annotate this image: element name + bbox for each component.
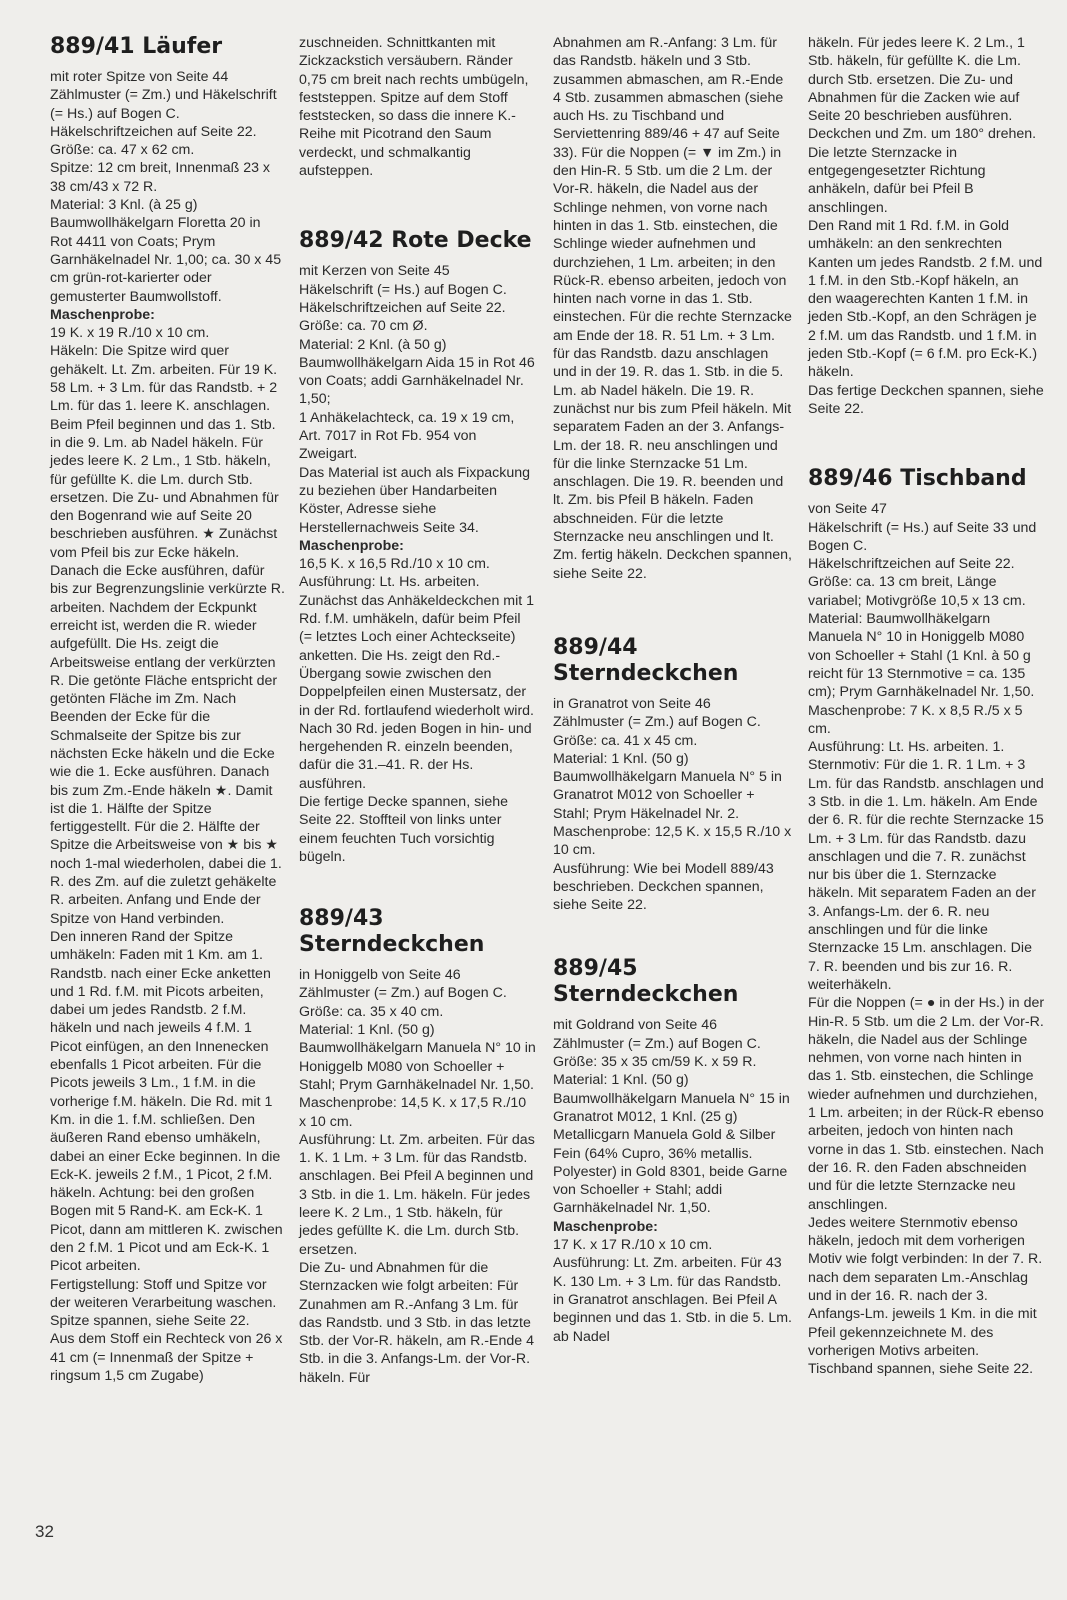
section-title-889-43: 889/43 Sterndeckchen xyxy=(299,906,485,958)
size-info: Größe: ca. 47 x 62 cm. xyxy=(50,142,195,159)
pattern-info: Zählmuster (= Zm.) auf Bogen C. xyxy=(553,1035,761,1052)
size-info: Größe: ca. 70 cm Ø. xyxy=(299,318,428,335)
instructions: Ausführung: Lt. Zm. arbeiten. Für 43 K. 130 Lm. + 3 Lm. für das Randstb. in Granatrot anschlagen. Bei Pfeil A beginnen und das 1. Stb. in die 5. Lm. ab Nadel xyxy=(553,1255,792,1345)
continued-text: häkeln. Für jedes leere K. 2 Lm., 1 Stb. häkeln, für gefüllte K. die Lm. durch Stb. ersetzen. Die Zu- und Abnahmen für die Zacken wie auf Seite 20 beschrieben ausführen. Deckchen und Zm. um 180° drehen. Die letzte Sternzacke in entgegengesetzter Richtung anhäkeln, dafür bei Pfeil B anschlingen. xyxy=(808,35,1037,216)
gauge-label: Maschenprobe: xyxy=(50,306,155,323)
material-info: Material: Baumwollhäkelgarn Manuela N° 10 in Honiggelb M080 von Schoeller + Stahl (1 Knl. à 50 g reicht für 13 Sternmotive = ca. 135 cm); Prym Garnhäkelnadel Nr. 1,50. xyxy=(808,611,1035,701)
section-title-889-46: 889/46 Tischband xyxy=(808,466,1027,492)
border-instructions: Den Rand mit 1 Rd. f.M. in Gold umhäkeln: an den senkrechten Kanten um jedes Randstb. 2 f.M. und 1 f.M. in den Stb.-Kopf häkeln, an den waagerechten Kanten 1 f.M. in jeden Stb.-Kopf, an den Schrägen je 2 f.M. um das Randstb. und 1 f.M. in jeden Stb.-Kopf (= 6 f.M. pro Eck-K.) häkeln. xyxy=(808,217,1043,381)
pattern-info: Häkelschrift (= Hs.) auf Seite 33 und Bogen C. xyxy=(808,519,1037,554)
section-title-889-45: 889/45 Sterndeckchen xyxy=(553,956,739,1008)
pattern-info: Zählmuster (= Zm.) auf Bogen C. xyxy=(299,985,507,1002)
gauge-label: Maschenprobe: xyxy=(553,1218,658,1235)
section-title-889-41: 889/41 Läufer xyxy=(50,34,223,59)
gauge-value: 19 K. x 19 R./10 x 10 cm. xyxy=(50,325,210,342)
gauge-label: Maschenprobe: xyxy=(299,537,404,554)
instructions: Den inneren Rand der Spitze umhäkeln: Faden mit 1 Km. am 1. Randstb. nach einer Ecke anketten und 1 Rd. f.M. mit Picots arbeiten, dabei um jedes Randstb. 2 f.M. häkeln und nach jeweils 4 f.M. 1 Picot einfügen, an den Innenecken ebenfalls 1 Picot arbeiten. Für die Picots jeweils 3 Lm., 1 f.M. in die vorherige f.M. häkeln. Die Rd. mit 1 Km. in die 1. f.M. schließen. Den äußeren Rand ebenso umhäkeln, dabei an einer Ecke beginnen. In die Eck-K. jeweils 2 f.M., 1 Picot, 2 f.M. häkeln. Achtung: bei den großen Bogen mit 5 Rand-K. am Eck-K. 1 Picot, dann am mittleren K. zwischen den 2 f.M. 1 Picot und am Eck-K. 1 Picot arbeiten. xyxy=(50,928,283,1275)
pattern-info: Häkelschriftzeichen auf Seite 22. xyxy=(299,299,506,316)
gauge-value: 16,5 K. x 16,5 Rd./10 x 10 cm. xyxy=(299,556,490,573)
column-4 xyxy=(808,34,1046,1378)
section-title-889-42: 889/42 Rote Decke xyxy=(299,228,532,254)
instructions: Ausführung: Lt. Hs. arbeiten. 1. Sternmotiv: Für die 1. R. 1 Lm. + 3 Lm. für das Randstb. anschlagen und 3 Stb. in die 1. Lm. häkeln. Am Ende der 6. R. für die rechte Sternzacke 15 Lm. + 3 Lm. für das Randstb. dazu anschlagen und die 7. R. zunächst nur bis über die 1. Sternzacke häkeln. Mit separatem Faden an der 3. Anfangs-Lm. der 6. R. neu anschlingen und für die linke Sternzacke 15 Lm. anschlagen. Die 7. R. beenden und bis zur 16. R. weiterhäkeln. xyxy=(808,739,1044,993)
material-info: Material: 1 Knl. (50 g) Baumwollhäkelgarn Manuela N° 10 in Honiggelb M080 von Schoeller + Stahl; Prym Garnhäkelnadel Nr. 1,50. xyxy=(299,1022,536,1093)
instructions: Aus dem Stoff ein Rechteck von 26 x 41 cm (= Innenmaß der Spitze + ringsum 1,5 cm Zugabe) xyxy=(50,1331,283,1385)
material-info: Material: 2 Knl. (à 50 g) Baumwollhäkelgarn Aida 15 in Rot 46 von Coats; addi Garnhäkelnadel Nr. 1,50; xyxy=(299,336,535,408)
subtitle: in Granatrot von Seite 46 xyxy=(553,695,711,712)
column-1 xyxy=(50,34,286,1385)
finishing: Fertigstellung: Stoff und Spitze vor der weiteren Verarbeitung waschen. Spitze spannen, siehe Seite 22. xyxy=(50,1276,277,1330)
pattern-info: Häkelschriftzeichen auf Seite 22. xyxy=(808,556,1015,573)
column-2 xyxy=(299,34,537,1387)
pattern-info: Häkelschriftzeichen auf Seite 22. xyxy=(50,123,257,140)
finishing: Das fertige Deckchen spannen, siehe Seite 22. xyxy=(808,382,1044,417)
subtitle: mit roter Spitze von Seite 44 xyxy=(50,69,229,85)
instructions: Jedes weitere Sternmotiv ebenso häkeln, jedoch mit dem vorherigen Motiv wie folgt verbinden: In der 7. R. nach dem separaten Lm.-Anschlag und in der 16. R. nach der 3. Anfangs-Lm. jeweils 1 Km. in die mit Pfeil gekennzeichnete M. des vorherigen Motivs arbeiten. Tischband spannen, siehe Seite 22. xyxy=(808,1214,1043,1378)
size-info: Größe: ca. 13 cm breit, Länge variabel; Motivgröße 10,5 x 13 cm. xyxy=(808,574,1026,609)
section-title-889-44: 889/44 Sterndeckchen xyxy=(553,634,739,686)
subtitle: mit Kerzen von Seite 45 xyxy=(299,263,450,280)
material-info: Material: 1 Knl. (50 g) Baumwollhäkelgarn Manuela N° 5 in Granatrot M012 von Schoeller + Stahl; Prym Häkelnadel Nr. 2. xyxy=(553,750,782,822)
subtitle: in Honiggelb von Seite 46 xyxy=(299,967,461,984)
subtitle: von Seite 47 xyxy=(808,501,887,518)
continued-text: zuschneiden. Schnittkanten mit Zickzackstich versäubern. Ränder 0,75 cm breit nach rechts umbügeln, feststeppen. Spitze auf dem Stoff feststecken, so dass die innere K.-Reihe mit Picotrand den Saum verdeckt, und schmalkantig aufsteppen. xyxy=(299,35,529,180)
subtitle: mit Goldrand von Seite 46 xyxy=(553,1017,718,1034)
material-info: Material: 1 Knl. (50 g) Baumwollhäkelgarn Manuela N° 15 in Granatrot M012, 1 Knl. (25 g) Metallicgarn Manuela Gold & Silber Fein (64% Cupro, 36% metallis. Polyester) in Gold 8301, beide Garne von Schoeller + Stahl; addi Garnhäkelnadel Nr. 1,50. xyxy=(553,1072,790,1217)
gauge-value: 17 K. x 17 R./10 x 10 cm. xyxy=(553,1237,713,1254)
pattern-info: Häkelschrift (= Hs.) auf Bogen C. xyxy=(299,281,507,298)
gauge-info: Maschenprobe: 14,5 K. x 17,5 R./10 x 10 cm. xyxy=(299,1095,527,1130)
material-info: Das Material ist auch als Fixpackung zu beziehen über Handarbeiten Köster, Adresse siehe Herstellernachweis Seite 34. xyxy=(299,464,531,536)
instructions: Für die Noppen (= ● in der Hs.) in der Hin-R. 5 Stb. um die 2 Lm. der Vor-R. häkeln, die Nadel aus der Schlinge nehmen, von vorne nach hinten in das 1. Stb. einstechen, die Schlinge wieder aufnehmen und durchziehen, 1 Lm. arbeiten; in der Rück-R ebenso arbeiten, jedoch von hinten nach vorne in das 1. Stb. einstechen. Nach der 16. R. den Faden abschneiden und für die letzte Sternzacke neu anschlingen. xyxy=(808,995,1045,1213)
instructions: Die Zu- und Abnahmen für die Sternzacken wie folgt arbeiten: Für Zunahmen am R.-Anfang 3 Lm. für das Randstb. und 3 Stb. in das letzte Stb. der Vor-R. häkeln, am R.-Ende 4 Stb. in die 3. Anfangs-Lm. der Vor-R. häkeln. Für xyxy=(299,1259,534,1386)
material-info: Material: 3 Knl. (à 25 g) Baumwollhäkelgarn Floretta 20 in Rot 4411 von Coats; Prym Garnhäkelnadel Nr. 1,00; ca. 30 x 45 cm grün-rot-karierter oder gemusterter Baumwollstoff. xyxy=(50,197,282,305)
instructions: Ausführung: Lt. Zm. arbeiten. Für das 1. K. 1 Lm. + 3 Lm. für das Randstb. anschlagen. Bei Pfeil A beginnen und 3 Stb. in die 1. Lm. häkeln. Für jedes leere K. 2 Lm., 1 Stb. häkeln, für jedes gefüllte K. die Lm. durch Stb. ersetzen. xyxy=(299,1131,535,1258)
instructions: Ausführung: Wie bei Modell 889/43 beschrieben. Deckchen spannen, siehe Seite 22. xyxy=(553,860,774,914)
gauge-info: Maschenprobe: 7 K. x 8,5 R./5 x 5 cm. xyxy=(808,702,1023,737)
instructions: Häkeln: Die Spitze wird quer gehäkelt. Lt. Zm. arbeiten. Für 19 K. 58 Lm. + 3 Lm. für das Randstb. + 2 Lm. für das 1. leere K. anschlagen. Beim Pfeil beginnen und das 1. Stb. in die 9. Lm. ab Nadel häkeln. Für jedes leere K. 2 Lm., 1 Stb. häkeln, für gefüllte K. die Lm. durch Stb. ersetzen. Die Zu- und Abnahmen für den Bogenrand wie auf Seite 20 beschrieben ausführen. ★ Zunächst vom Pfeil bis zur Ecke häkeln. Danach die Ecke ausführen, dafür bis zur Begrenzungslinie verkürzte R. arbeiten. Nachdem der Eckpunkt erreicht ist, werden die R. wieder aufgefüllt. Die Hs. zeigt die Arbeitsweise entlang der verkürzten R. Die getönte Fläche entspricht der getönten Fläche im Zm. Nach Beenden der Ecke für die Schmalseite der Spitze bis zur nächsten Ecke häkeln und die Ecke wie die 1. Ecke ausführen. Danach bis zum Zm.-Ende häkeln ★. Damit ist die 1. Hälfte der Spitze fertiggestellt. Für die 2. Hälfte der Spitze die Arbeitsweise von ★ bis ★ noch 1-mal wiederholen, dabei die 1. R. des Zm. auf die zuletzt gehäkelte R. arbeiten. Anfang und Ende der Spitze von Hand verbinden. xyxy=(50,343,285,927)
pattern-info: Zählmuster (= Zm.) und Häkelschrift (= Hs.) auf Bogen C. xyxy=(50,87,277,122)
pattern-info: Zählmuster (= Zm.) auf Bogen C. xyxy=(553,714,761,731)
material-info: 1 Anhäkelachteck, ca. 19 x 19 cm, Art. 7017 in Rot Fb. 954 von Zweigart. xyxy=(299,409,515,463)
gauge-info: Maschenprobe: 12,5 K. x 15,5 R./10 x 10 cm. xyxy=(553,823,792,859)
instructions: Ausführung: Lt. Hs. arbeiten. Zunächst das Anhäkeldeckchen mit 1 Rd. f.M. umhäkeln, dafür beim Pfeil (= letztes Loch einer Achteckseite) anketten. Die Hs. zeigt den Rd.-Übergang sowie zwischen den Doppelpfeilen einen Mustersatz, der in der Rd. fortlaufend wiederholt wird. Nach 30 Rd. jeden Bogen in hin- und hergehenden R. einzeln beenden, dafür die 31.–41. R. der Hs. ausführen. xyxy=(299,574,535,792)
lace-info: Spitze: 12 cm breit, Innenmaß 23 x 38 cm/43 x 72 R. xyxy=(50,160,271,195)
page-number: 32 xyxy=(35,1522,54,1541)
size-info: Größe: 35 x 35 cm/59 K. x 59 R. xyxy=(553,1054,757,1071)
size-info: Größe: ca. 41 x 45 cm. xyxy=(553,732,698,749)
instructions: Die fertige Decke spannen, siehe Seite 22. Stoffteil von links unter einem feuchten Tuch vorsichtig bügeln. xyxy=(299,793,508,865)
column-3 xyxy=(553,34,793,1346)
continued-text: Abnahmen am R.-Anfang: 3 Lm. für das Randstb. häkeln und 3 Stb. zusammen abmaschen, am R.-Ende 4 Stb. zusammen abmaschen (siehe auch Hs. zu Tischband und Serviettenring 889/46 + 47 auf Seite 33). Für die Noppen (= ▼ im Zm.) in den Hin-R. 5 Stb. um die 2 Lm. der Vor-R. häkeln, die Nadel aus der Schlinge nehmen, von vorne nach hinten in das 1. Stb. einstechen, die Schlinge wieder aufnehmen und durchziehen, 1 Lm. arbeiten; in den Rück-R. ebenso arbeiten, jedoch von hinten nach vorne in das 1. Stb. einstechen. Für die rechte Sternzacke am Ende der 18. R. 51 Lm. + 3 Lm. für das Randstb. dazu anschlagen und in der 19. R. das 1. Stb. in die 5. Lm. ab Nadel häkeln. Die 19. R. zunächst nur bis zum Pfeil häkeln. Mit separatem Faden an der 3. Anfangs-Lm. der 18. R. neu anschlingen und für die linke Sternzacke 51 Lm. anschlagen. Die 19. R. beenden und lt. Zm. bis Pfeil B häkeln. Faden abschneiden. Für die letzte Sternzacke neu anschlingen und lt. Zm. fertig häkeln. Deckchen spannen, siehe Seite 22. xyxy=(553,35,792,582)
size-info: Größe: ca. 35 x 40 cm. xyxy=(299,1003,444,1020)
